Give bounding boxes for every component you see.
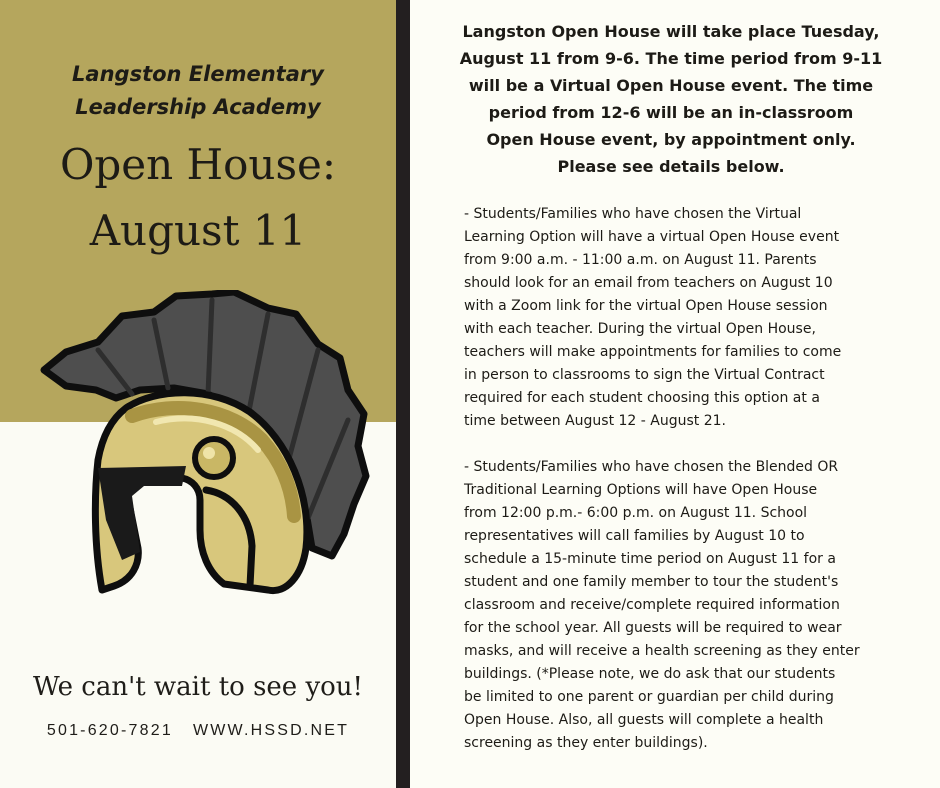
paragraph-line: Open House. Also, all guests will complete a health — [464, 712, 824, 728]
contact-info — [0, 722, 396, 740]
website-link[interactable]: WWW.HSSD.NET — [192, 722, 350, 739]
school-name — [0, 58, 396, 124]
paragraph-line: schedule a 15-minute time period on August 11 for a — [464, 551, 836, 567]
paragraph-line: from 9:00 a.m. - 11:00 a.m. on August 11. Parents — [464, 252, 817, 268]
paragraph-line: time between August 12 - August 21. — [464, 413, 726, 429]
summary-line: Open House event, by appointment only. — [486, 130, 856, 149]
paragraph-line: be limited to one parent or guardian per child during — [464, 689, 834, 705]
headline-line: August 11 — [89, 206, 307, 255]
school-name-line: Langston Elementary — [72, 62, 324, 86]
school-name-line: Leadership Academy — [75, 95, 321, 119]
paragraph-line: Traditional Learning Options will have Open House — [464, 482, 818, 498]
spartan-helmet-icon — [36, 290, 376, 600]
paragraph-line: Learning Option will have a virtual Open House event — [464, 229, 840, 245]
event-details — [464, 203, 904, 755]
paragraph-line: buildings. (*Please note, we do ask that our students — [464, 666, 836, 682]
paragraph-line: - Students/Families who have chosen the Virtual — [464, 206, 802, 222]
summary-line: period from 12-6 will be an in-classroom — [488, 103, 854, 122]
paragraph-line: representatives will call families by August 10 to — [464, 528, 805, 544]
paragraph-line: with a Zoom link for the virtual Open House session — [464, 298, 828, 314]
paragraph-line: screening as they enter buildings). — [464, 735, 708, 751]
vertical-divider — [396, 0, 410, 788]
paragraph-line: for the school year. All guests will be required to wear — [464, 620, 842, 636]
phone-number: 501-620-7821 — [46, 722, 173, 739]
summary-line: Please see details below. — [557, 157, 785, 176]
paragraph-line: from 12:00 p.m.- 6:00 p.m. on August 11. School — [464, 505, 808, 521]
paragraph-line: masks, and will receive a health screening as they enter — [464, 643, 860, 659]
blended-option-paragraph — [464, 456, 904, 755]
summary-line: Langston Open House will take place Tuesday, — [462, 22, 880, 41]
paragraph-line: - Students/Families who have chosen the Blended OR — [464, 459, 839, 475]
helmet-rivet — [195, 439, 233, 477]
paragraph-line: student and one family member to tour the student's — [464, 574, 839, 590]
tagline: We can't wait to see you! — [33, 672, 363, 702]
event-headline — [0, 132, 396, 264]
summary-line: will be a Virtual Open House event. The time — [468, 76, 874, 95]
event-summary — [440, 18, 902, 180]
paragraph-line: teachers will make appointments for families to come — [464, 344, 842, 360]
headline-line: Open House: — [59, 140, 337, 189]
paragraph-line: should look for an email from teachers on August 10 — [464, 275, 833, 291]
summary-line: August 11 from 9-6. The time period from 9-11 — [459, 49, 883, 68]
paragraph-line: required for each student choosing this option at a — [464, 390, 820, 406]
paragraph-line: classroom and receive/complete required information — [464, 597, 840, 613]
paragraph-line: with each teacher. During the virtual Open House, — [464, 321, 816, 337]
paragraph-line: in person to classrooms to sign the Virtual Contract — [464, 367, 825, 383]
virtual-option-paragraph — [464, 203, 904, 433]
